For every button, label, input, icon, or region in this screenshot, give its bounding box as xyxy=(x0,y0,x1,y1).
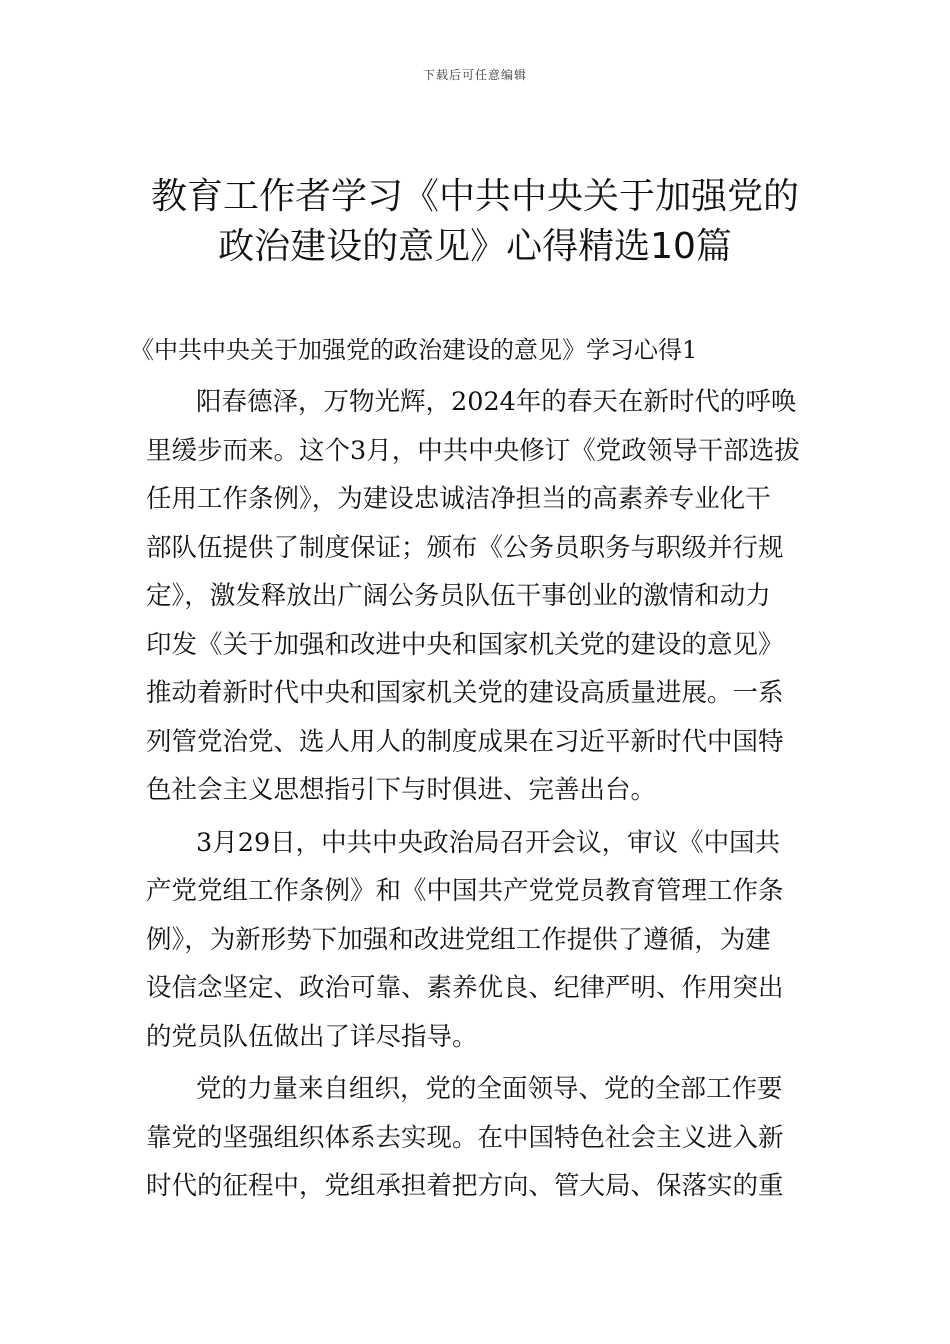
document-title xyxy=(120,172,830,272)
paragraph xyxy=(146,378,836,815)
title-line-2: 政治建设的意见》心得精选10篇 xyxy=(218,226,732,267)
paragraph xyxy=(146,819,836,1062)
text-line: 例》，为新形势下加强和改进党组工作提供了遵循，为建 xyxy=(146,924,771,955)
text-line: 推动着新时代中央和国家机关党的建设高质量进展。一系 xyxy=(146,678,784,708)
text-line: 的党员队伍做出了详尽指导。 xyxy=(146,1021,478,1052)
text-line: 设信念坚定、政治可靠、素养优良、纪律严明、作用突出 xyxy=(146,973,784,1003)
text-line: 列管党治党、选人用人的制度成果在习近平新时代中国特 xyxy=(146,726,784,757)
text-line: 阳春德泽，万物光辉，2024年的春天在新时代的呼唤 xyxy=(196,387,797,417)
text-line: 定》，激发释放出广阔公务员队伍干事创业的激情和动力 xyxy=(146,581,771,611)
text-line: 印发《关于加强和改进中央和国家机关党的建设的意见》 xyxy=(146,629,784,660)
text-line: 产党党组工作条例》和《中国共产党党员教育管理工作条 xyxy=(146,876,784,906)
header-note: 下载后可任意编辑 xyxy=(422,68,527,82)
text-line: 任用工作条例》，为建设忠诚洁净担当的高素养专业化干 xyxy=(146,484,771,514)
text-line: 时代的征程中，党组承担着把方向、管大局、保落实的重 xyxy=(146,1171,784,1201)
text-line: 里缓步而来。这个3月，中共中央修订《党政领导干部选拔 xyxy=(146,435,800,466)
text-line: 色社会主义思想指引下与时俱进、完善出台。 xyxy=(146,775,657,805)
body-text xyxy=(146,378,836,1215)
text-line: 靠党的坚强组织体系去实现。在中国特色社会主义进入新 xyxy=(146,1122,784,1153)
text-line: 3月29日，中共中央政治局召开会议，审议《中国共 xyxy=(196,827,781,858)
text-line: 部队伍提供了制度保证；颁布《公务员职务与职级并行规 xyxy=(146,532,784,563)
title-line-1: 教育工作者学习《中共中央关于加强党的 xyxy=(150,176,799,217)
text-line: 党的力量来自组织，党的全面领导、党的全部工作要 xyxy=(196,1074,783,1104)
paragraph xyxy=(146,1065,836,1211)
section-heading: 《中共中央关于加强党的政治建设的意见》学习心得1 xyxy=(130,336,698,364)
